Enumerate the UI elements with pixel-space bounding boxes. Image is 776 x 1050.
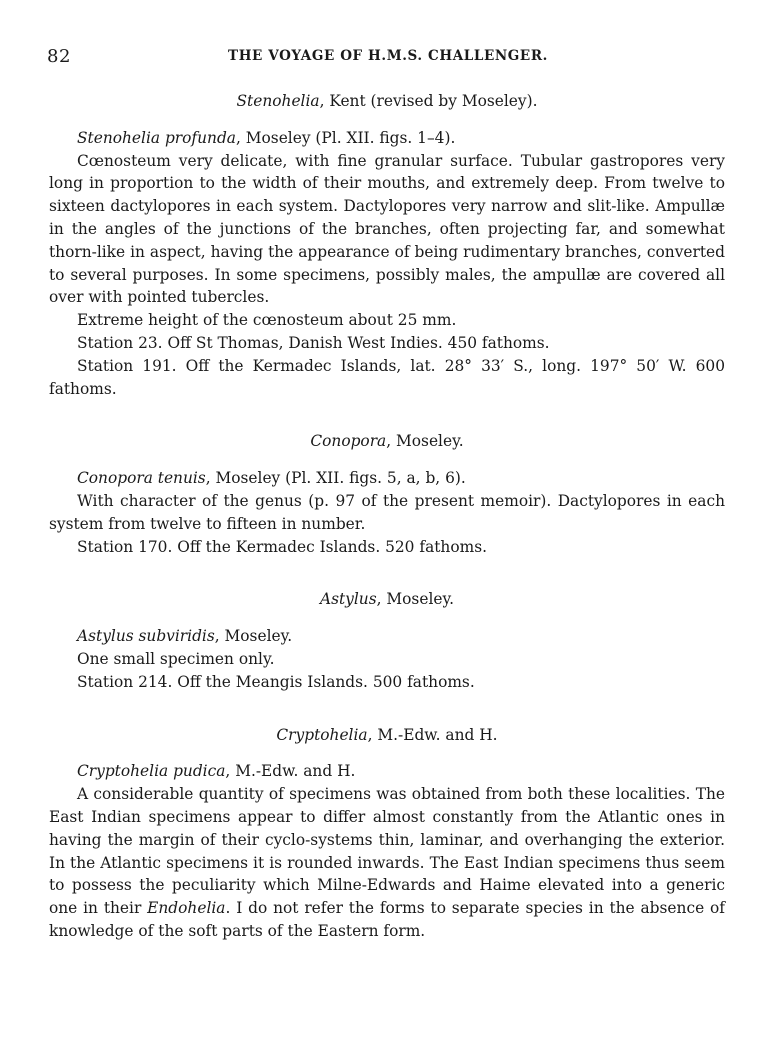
species-name: Cryptohelia pudica xyxy=(77,762,226,781)
genus-heading xyxy=(49,430,725,453)
genus-heading xyxy=(49,724,725,747)
genus-heading xyxy=(49,588,725,611)
description-text: . I do not refer the forms to separate species in the absence of knowledge of the soft parts of the Eastern form. xyxy=(49,899,725,940)
genus-name: Cryptohelia xyxy=(276,725,368,744)
species-description xyxy=(49,783,725,943)
station-record: Station 23. Off St Thomas, Danish West Indies. 450 fathoms. xyxy=(77,333,550,352)
species-name: Conopora tenuis xyxy=(77,469,206,488)
species-heading xyxy=(49,467,725,490)
genus-heading xyxy=(49,90,725,113)
page-body xyxy=(49,90,725,973)
genus-name: Conopora xyxy=(310,432,387,451)
genus-section-astylus xyxy=(49,588,725,693)
genus-reference: Endohelia xyxy=(147,899,226,918)
station-record: Station 191. Off the Kermadec Islands, lat. 28° 33′ S., long. 197° 50′ W. 600 fathoms. xyxy=(49,356,725,398)
station-record: Station 170. Off the Kermadec Islands. 520 fathoms. xyxy=(77,537,487,556)
genus-author: , M.-Edw. and H. xyxy=(367,725,498,744)
species-author: , Moseley (Pl. XII. figs. 1–4). xyxy=(235,128,456,147)
genus-author: , Moseley. xyxy=(376,590,455,609)
species-name: Astylus subviridis xyxy=(77,627,215,646)
genus-name: Stenohelia xyxy=(236,92,320,110)
running-title: THE VOYAGE OF H.M.S. CHALLENGER. xyxy=(228,48,548,64)
species-description: With character of the genus (p. 97 of the present memoir). Dactylopores in each system from twelve to fifteen in number. xyxy=(49,491,725,533)
genus-section-conopora xyxy=(49,430,725,558)
species-description: Cœnosteum very delicate, with fine granular surface. Tubular gastropores very long in proportion to the width of their mouths, and extremely deep. From twelve to sixteen dactylopores in each system. Dactylopores very narrow and slit-like. Ampullæ in the angles of the junctions of the branches, often projecting far, and somewhat thorn-like in aspect, having the appearance of being rudimentary branches, converted to several purposes. In some specimens, possibly males, the ampullæ are covered all over with pointed tubercles. xyxy=(49,151,725,307)
genus-section-stenohelia xyxy=(49,90,725,400)
measurement-note: Extreme height of the cœnosteum about 25 mm. xyxy=(77,311,457,330)
species-heading xyxy=(49,625,725,648)
page-number: 82 xyxy=(47,46,71,67)
description-text: A considerable quantity of specimens was obtained from both these localities. The East Indian specimens appear to differ almost constantly from the Atlantic ones in having the margin of their cyclo-systems thin, laminar, and overhanging the exterior. In the Atlantic specimens it is rounded inwards. The East Indian specimens thus seem to possess the peculiarity which Milne-Edwards and Haime elevated into a generic one in their xyxy=(49,785,725,918)
genus-author: , Kent (revised by Moseley). xyxy=(319,92,538,110)
species-name: Stenohelia profunda xyxy=(77,128,236,147)
genus-section-cryptohelia xyxy=(49,724,725,943)
species-heading xyxy=(49,760,725,783)
species-author: , M.-Edw. and H. xyxy=(225,762,356,781)
genus-name: Astylus xyxy=(319,590,377,609)
species-author: , Moseley (Pl. XII. figs. 5, a, b, 6). xyxy=(205,469,466,488)
genus-author: , Moseley. xyxy=(386,432,464,451)
species-author: , Moseley. xyxy=(214,627,293,646)
species-heading xyxy=(49,127,725,150)
station-record: Station 214. Off the Meangis Islands. 500 fathoms. xyxy=(77,672,475,691)
species-description: One small specimen only. xyxy=(77,649,275,668)
